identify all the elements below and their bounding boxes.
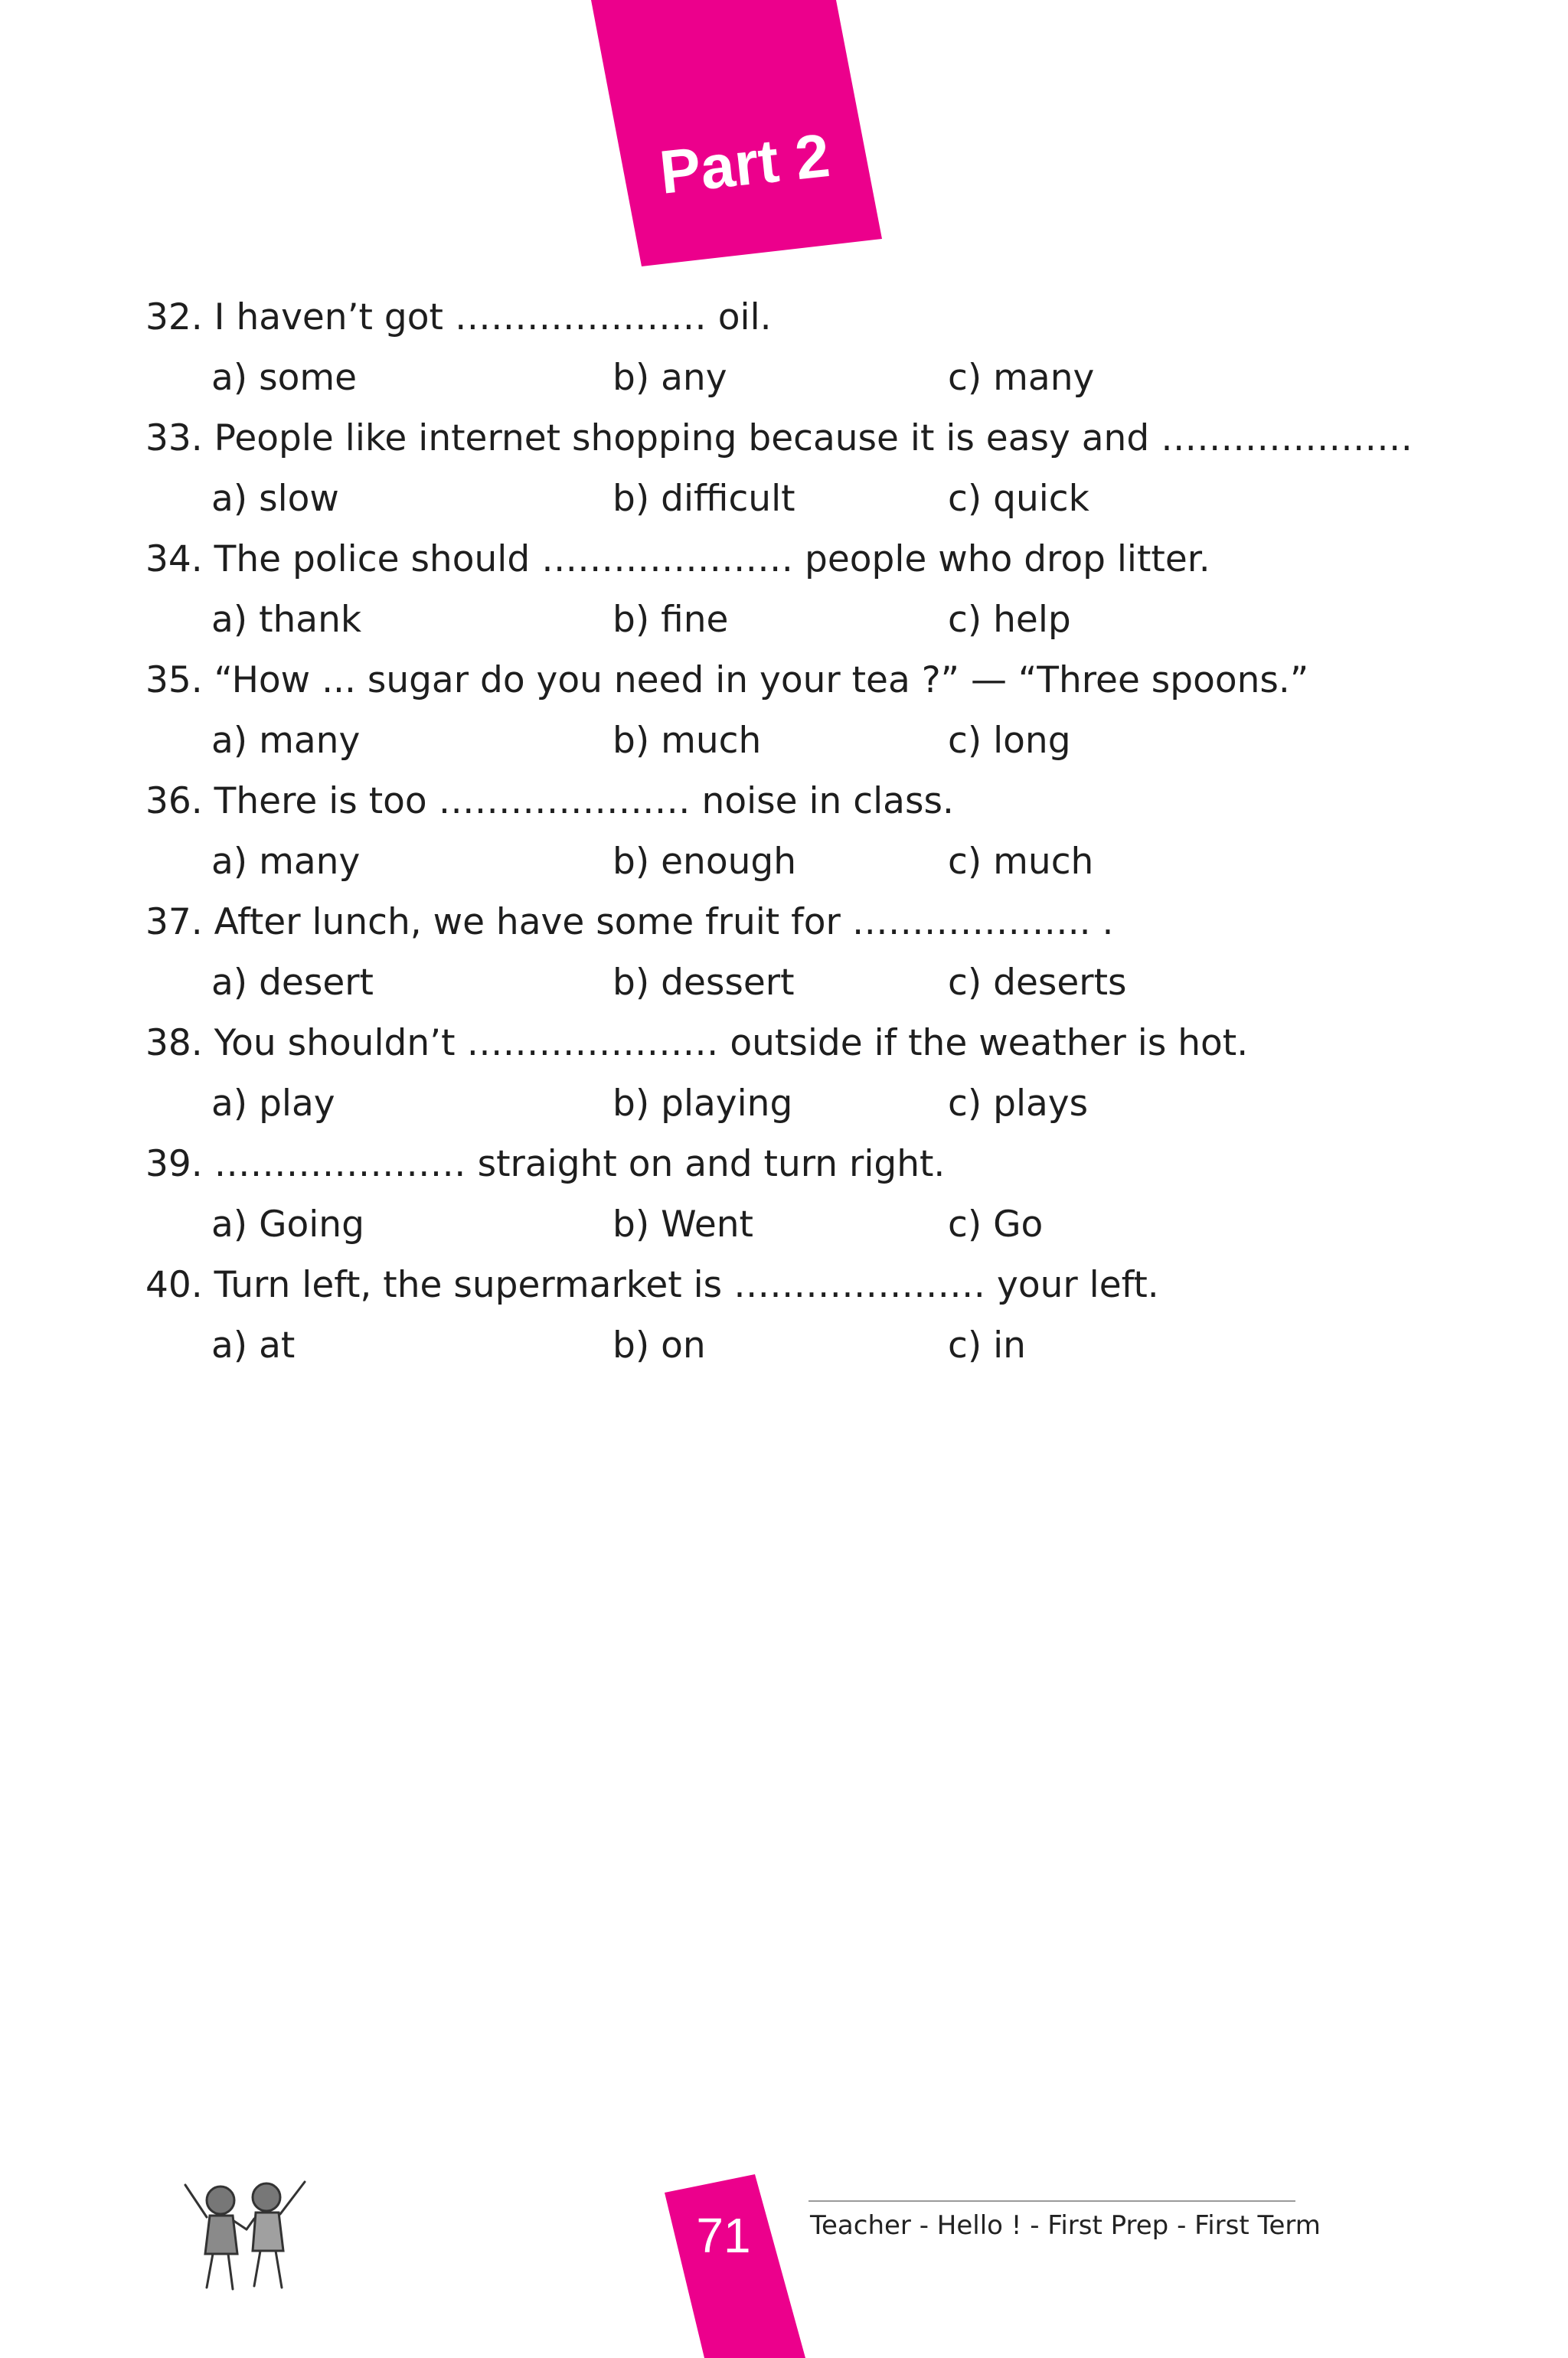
option-a: a) slow — [211, 478, 339, 520]
answer-options — [145, 469, 1401, 529]
option-c: c) many — [948, 357, 1095, 399]
option-b: b) fine — [612, 599, 729, 641]
option-b: b) on — [612, 1324, 706, 1367]
question-item — [145, 892, 1401, 1013]
answer-options — [145, 590, 1401, 650]
question-stem: 36. There is too ………………… noise in class. — [145, 780, 954, 822]
question-item — [145, 1255, 1401, 1376]
option-b: b) difficult — [612, 478, 795, 520]
option-c: c) in — [948, 1324, 1026, 1367]
question-item — [145, 408, 1413, 529]
question-stem: 34. The police should ………………… people who drop litter. — [145, 538, 1210, 580]
question-item — [145, 287, 1401, 408]
answer-options — [145, 1073, 1401, 1134]
option-a: a) play — [211, 1083, 335, 1125]
question-item — [145, 1134, 1401, 1255]
option-b: b) any — [612, 357, 727, 399]
option-c: c) Go — [948, 1203, 1044, 1246]
option-b: b) enough — [612, 841, 796, 883]
option-a: a) desert — [211, 962, 374, 1004]
page-number-tab-shape — [665, 2174, 805, 2358]
question-stem: 32. I haven’t got ………………… oil. — [145, 296, 772, 338]
answer-options — [145, 710, 1401, 771]
option-b: b) Went — [612, 1203, 753, 1246]
option-c: c) help — [948, 599, 1071, 641]
option-a: a) thank — [211, 599, 362, 641]
option-c: c) deserts — [948, 962, 1127, 1004]
option-b: b) much — [612, 720, 762, 762]
question-stem: 40. Turn left, the supermarket is ………………… your left. — [145, 1264, 1159, 1306]
page-number: 71 — [696, 2208, 751, 2263]
option-b: b) playing — [612, 1083, 793, 1125]
question-stem: 35. “How ... sugar do you need in your tea ?” — “Three spoons.” — [145, 659, 1309, 701]
page-number-tab — [665, 2174, 818, 2358]
question-stem: 33. People like internet shopping because it is easy and ………………… — [145, 417, 1413, 459]
question-item — [145, 771, 1401, 892]
question-item — [145, 650, 1401, 771]
footer-book-title: Teacher - Hello ! - First Prep - First Term — [810, 2210, 1321, 2241]
option-b: b) dessert — [612, 962, 795, 1004]
option-a: a) at — [211, 1324, 296, 1367]
question-list — [145, 287, 1413, 1376]
option-a: a) Going — [211, 1203, 364, 1246]
question-stem: 37. After lunch, we have some fruit for ……………….. . — [145, 901, 1114, 943]
children-mascot-icon — [173, 2174, 318, 2297]
option-c: c) quick — [948, 478, 1089, 520]
answer-options — [145, 831, 1401, 892]
section-title: Part 2 — [656, 121, 833, 207]
footer-divider — [808, 2200, 1295, 2202]
answer-options — [145, 952, 1401, 1013]
option-c: c) much — [948, 841, 1094, 883]
answer-options — [145, 1315, 1401, 1376]
answer-options — [145, 1194, 1401, 1255]
option-c: c) plays — [948, 1083, 1089, 1125]
question-stem: 39. ………………… straight on and turn right. — [145, 1143, 946, 1185]
answer-options — [145, 348, 1401, 408]
option-a: a) some — [211, 357, 358, 399]
option-a: a) many — [211, 841, 361, 883]
question-stem: 38. You shouldn’t ………………… outside if the weather is hot. — [145, 1022, 1249, 1064]
option-a: a) many — [211, 720, 361, 762]
option-c: c) long — [948, 720, 1071, 762]
question-item — [145, 529, 1401, 650]
question-item — [145, 1013, 1401, 1134]
